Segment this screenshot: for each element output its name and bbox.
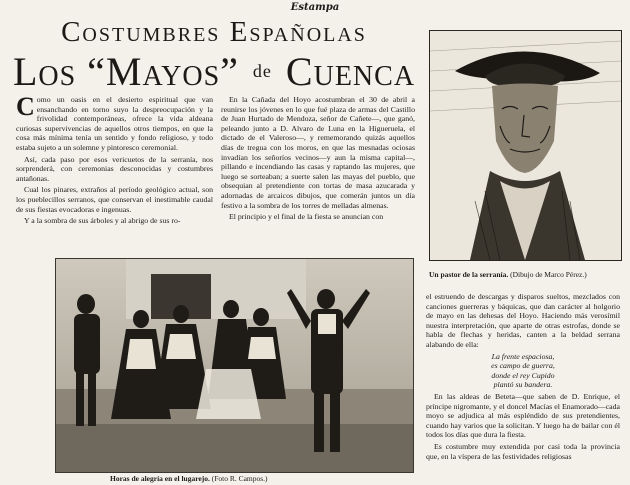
headline-cuenca: Cuenca	[285, 49, 416, 94]
drop-cap: C	[16, 95, 35, 121]
portrait-caption-credit: (Dibujo de Marco Pérez.)	[510, 270, 587, 279]
poem-verse	[426, 352, 620, 390]
headline-los: Los	[12, 49, 77, 94]
portrait-caption	[429, 270, 587, 279]
article-column-2	[221, 95, 415, 255]
masthead: Estampa	[290, 2, 340, 13]
headline-line-2	[12, 50, 416, 93]
shepherd-portrait-drawing	[429, 30, 622, 261]
photo-caption	[110, 474, 268, 483]
dance-photo	[55, 258, 414, 473]
article-column-1	[16, 95, 213, 255]
headline-line-1: Costumbres Españolas	[61, 16, 367, 48]
photo-caption-credit: (Foto R. Campos.)	[211, 474, 268, 483]
article-column-3	[426, 292, 620, 484]
paragraph-text: omo un oasis en el desierto espiritual que van ensanchando en torno suyo la despreocupación y la frivolidad contemporáneas, ofrece la vida aldeana curiosas supervivencias de aquellos otros tiempos, en que la cosa más mínima tenía un sentido y fondo religioso, y todo estaba sujeto a un solemne y pintoresco ceremonial.	[16, 95, 213, 152]
paragraph: Así, cada paso por esos vericuetos de la serranía, nos sorprenderá, con ceremonias desconocidas y costumbres antañonas.	[16, 154, 213, 183]
photo-caption-title: Horas de alegría en el lugarejo.	[110, 474, 210, 483]
poem-line: La frente espaciosa,	[491, 351, 555, 361]
paragraph: En las aldeas de Beteta—que saben de D. Enrique, el príncipe nigromante, y el doncel Macías el Enamorado—cada moyo se adjudica al más espléndido de sus pretendientes, cuando hay varios que la solicitan. Y luego ha de bailar con él todos los días que dura la fiesta.	[426, 391, 620, 440]
headline-de: de	[252, 61, 272, 81]
poem-line: es campo de guerra,	[491, 361, 555, 371]
poem-line: plantó su bandera.	[493, 380, 553, 390]
paragraph: el estruendo de descargas y disparos sueltos, mezclados con canciones guerreras y báquicas, que dan carácter al holgorio de mayo en las dehesas del Hoyo. Haciendo más verosímil nuestra interpretación, que aparte de otras estrofas, donde se habla de flechas y heridas, canten a la beldad serrana alabando de ella:	[426, 292, 620, 349]
paragraph	[16, 95, 213, 153]
paragraph: Es costumbre muy extendida por casi toda la provincia que, en la víspera de las festividades religiosas	[426, 441, 620, 461]
headline-mayos: “Mayos”	[87, 49, 239, 94]
paragraph: El principio y el final de la fiesta se anuncian con	[229, 212, 384, 222]
paragraph: En la Cañada del Hoyo acostumbran el 30 de abril a reunirse los jóvenes en lo que fué plaza de armas del Castillo de Juan Hurtado de Mendoza, señor de Cañete—, que ganó, peleando junto a D. Alvaro de Luna en la Higueruela, el dictado de el Valeroso—, y rememorando quizás aquellos días de tregua con los moros, en que las mesnadas ociosas invadían los señoríos vecinos—y aun la misma capital—, pillando e incendiando las casas y raptando las mujeres, que luego se sorteaban; a suerte salen las mayas del pueblo, que obsequian al pretendiente con tortas de masa azucarada y adornadas de arcaicos dibujos, que comerán juntos un día festivo a la sombra de los torres de melladas almenas.	[221, 95, 415, 210]
paragraph: Cual los pinares, extraños al período geológico actual, son los pueblecillos serranos, que conservan el inestimable caudal de sus fiestas evocadoras e ingenuas.	[16, 185, 213, 214]
poem-line: donde el rey Cupido	[491, 370, 555, 380]
paragraph: Y a la sombra de sus árboles y al abrigo de sus ro-	[24, 216, 181, 226]
portrait-caption-title: Un pastor de la serranía.	[429, 270, 509, 279]
